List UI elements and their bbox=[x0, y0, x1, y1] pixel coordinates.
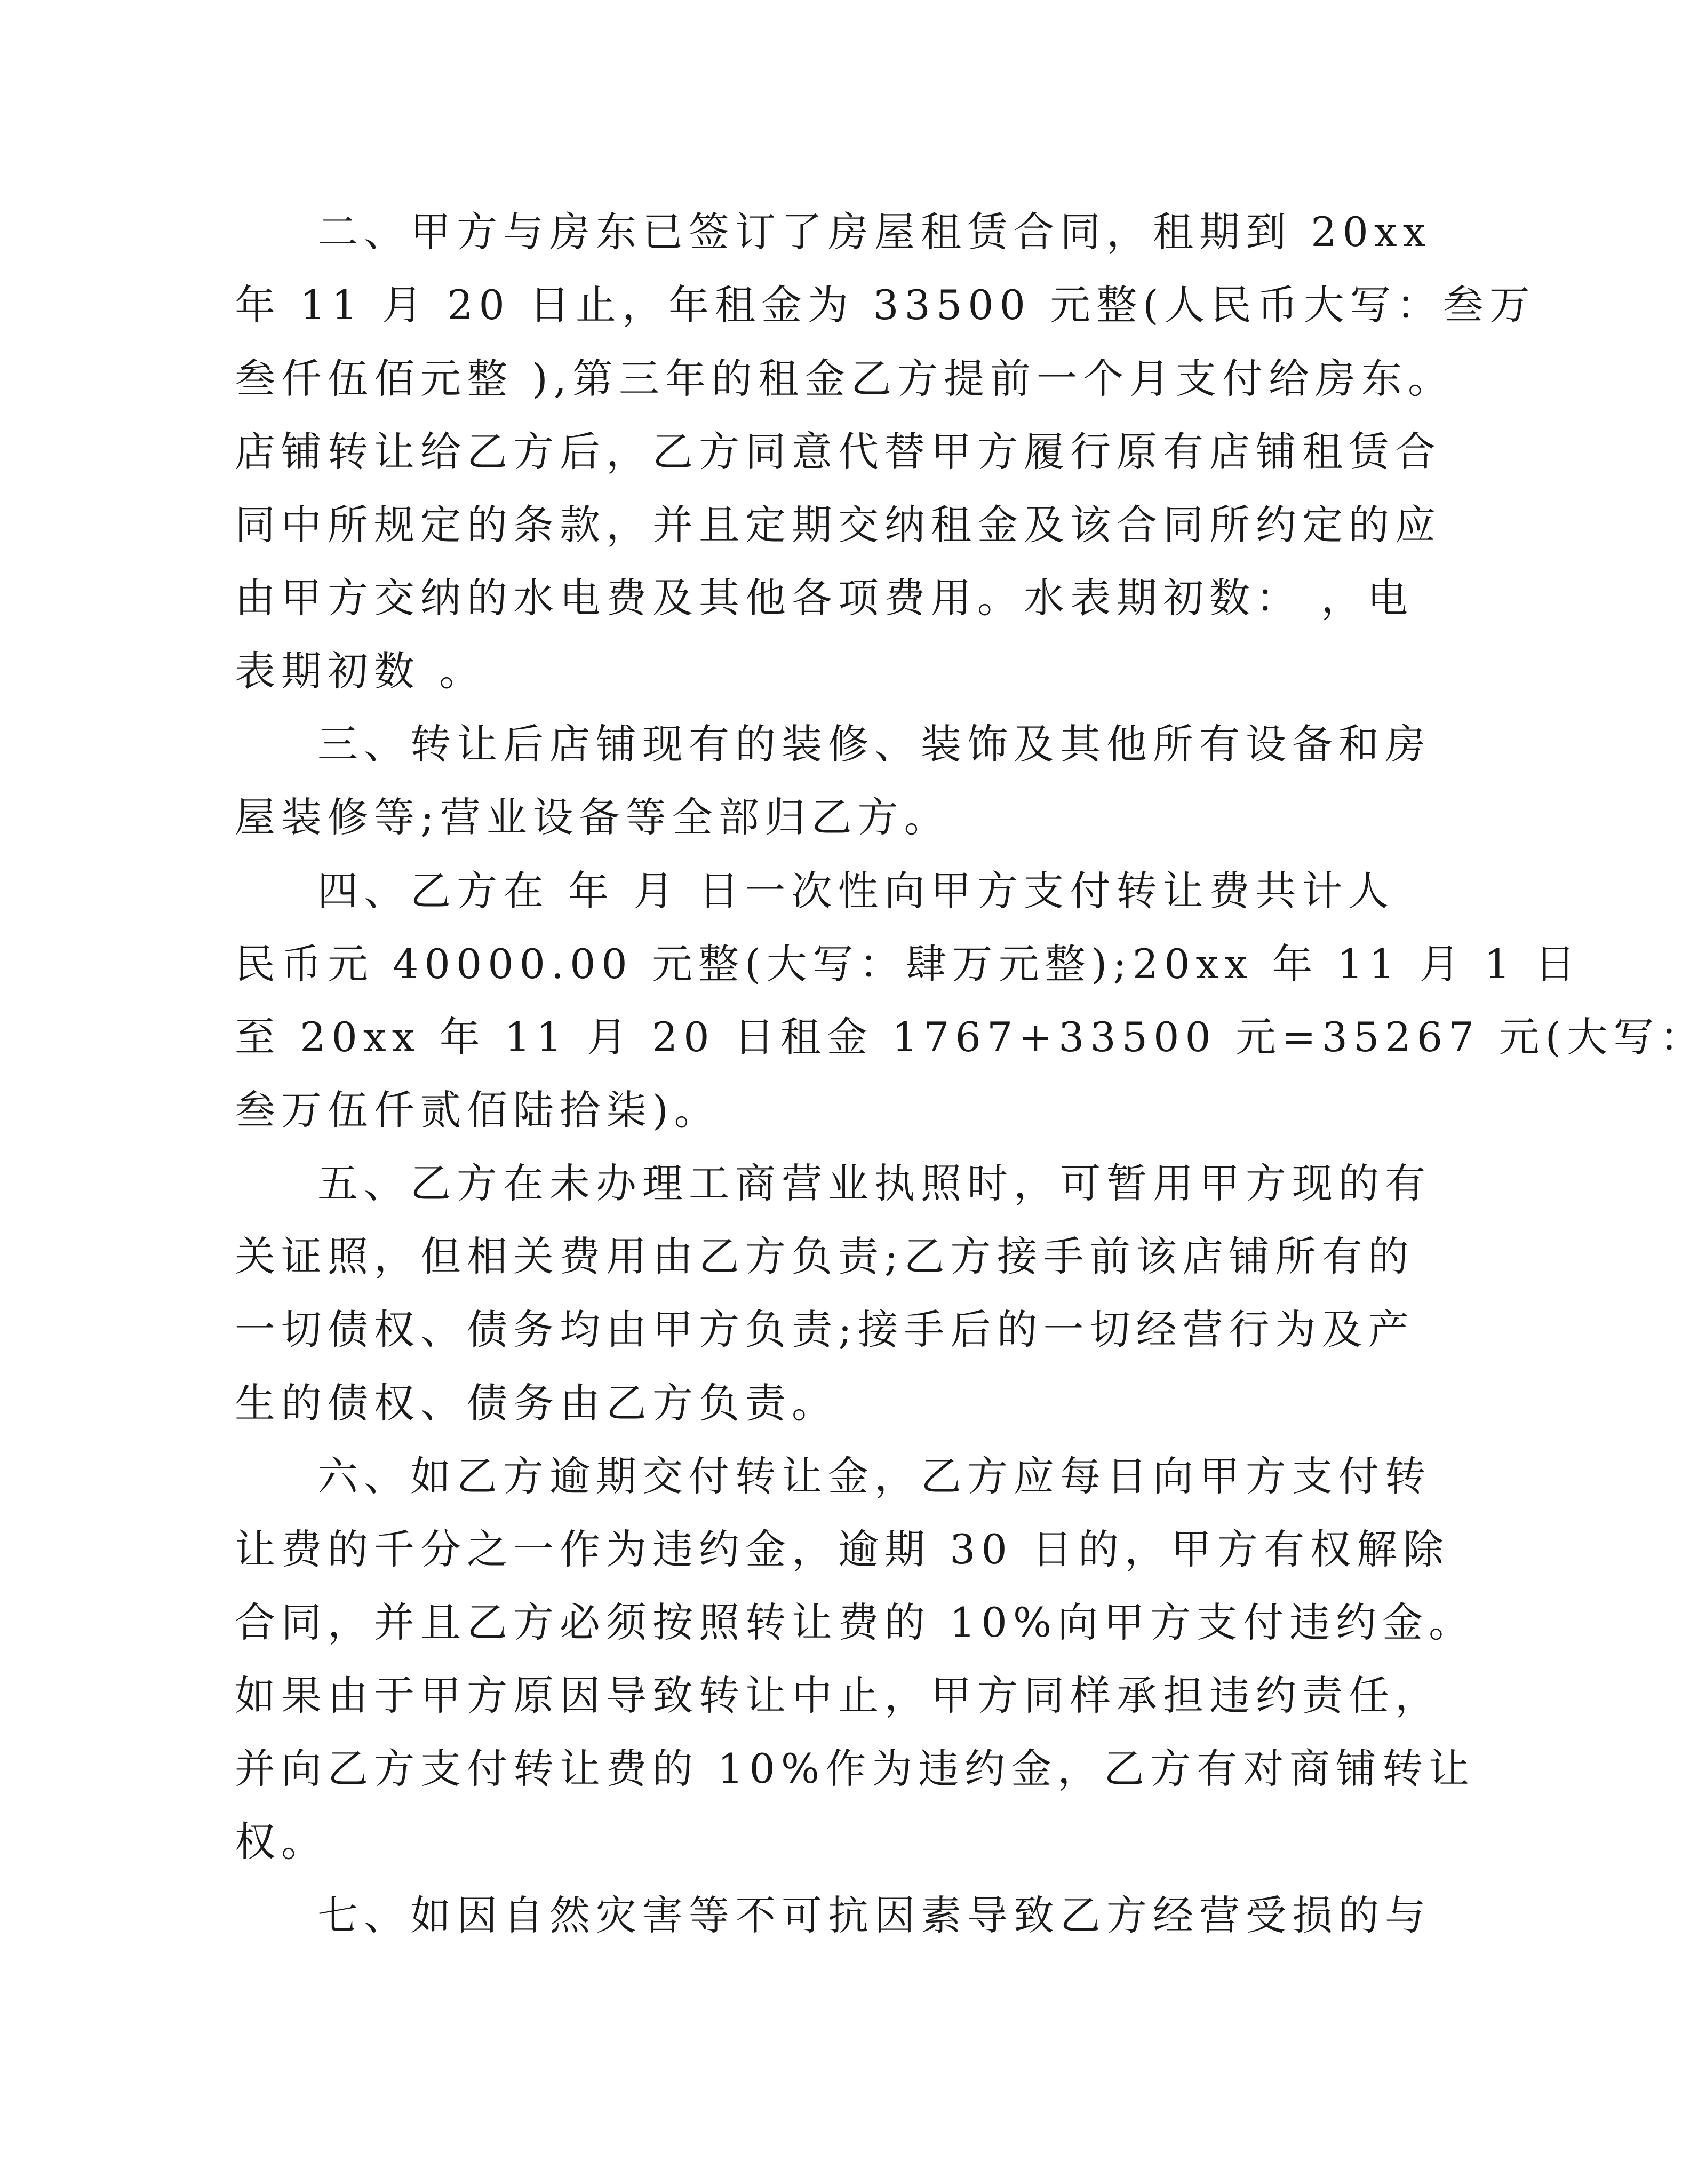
clause-6-line-2: 让费的千分之一作为违约金，逾期 30 日的，甲方有权解除 bbox=[235, 1526, 1450, 1573]
clause-2-line-5: 同中所规定的条款，并且定期交纳租金及该合同所约定的应 bbox=[235, 501, 1441, 549]
clause-2-line-3: 叁仟伍佰元整 ),第三年的租金乙方提前一个月支付给房东。 bbox=[235, 355, 1454, 402]
clause-2-line-6: 由甲方交纳的水电费及其他各项费用。水表期初数： ，电 bbox=[235, 574, 1414, 622]
clause-3-line-2: 屋装修等;营业设备等全部归乙方。 bbox=[235, 793, 951, 841]
clause-5-line-3: 一切债权、债务均由甲方负责;接手后的一切经营行为及产 bbox=[235, 1306, 1415, 1353]
clause-6-line-1: 六、如乙方逾期交付转让金，乙方应每日向甲方支付转 bbox=[317, 1452, 1431, 1500]
clause-6-line-5: 并向乙方支付转让费的 10%作为违约金，乙方有对商铺转让 bbox=[235, 1745, 1476, 1792]
clause-3-line-1: 三、转让后店铺现有的装修、装饰及其他所有设备和房 bbox=[317, 720, 1431, 768]
clause-5-line-2: 关证照，但相关费用由乙方负责;乙方接手前该店铺所有的 bbox=[235, 1233, 1415, 1280]
clause-6-line-3: 合同，并且乙方必须按照转让费的 10%向甲方支付违约金。 bbox=[235, 1599, 1476, 1646]
clause-7-line-1: 七、如因自然灾害等不可抗因素导致乙方经营受损的与 bbox=[317, 1892, 1431, 1939]
clause-5-line-4: 生的债权、债务由乙方负责。 bbox=[235, 1379, 838, 1427]
clause-2-line-2: 年 11 月 20 日止，年租金为 33500 元整(人民币大写：叁万 bbox=[235, 281, 1536, 329]
clause-4-line-2: 民币元 40000.00 元整(大写：肆万元整);20xx 年 11 月 1 日 bbox=[235, 940, 1582, 988]
clause-6-line-4: 如果由于甲方原因导致转让中止，甲方同样承担违约责任， bbox=[235, 1672, 1441, 1719]
clause-2-line-7: 表期初数 。 bbox=[235, 647, 486, 695]
clause-4-line-1: 四、乙方在 年 月 日一次性向甲方支付转让费共计人 bbox=[317, 867, 1395, 915]
clause-5-line-1: 五、乙方在未办理工商营业执照时，可暂用甲方现的有 bbox=[317, 1159, 1431, 1207]
clause-4-line-3: 至 20xx 年 11 月 20 日租金 1767+33500 元=35267 元(大写： bbox=[235, 1013, 1706, 1061]
clause-6-line-6: 权。 bbox=[235, 1818, 328, 1865]
clause-4-line-4: 叁万伍仟贰佰陆拾柒)。 bbox=[235, 1086, 721, 1134]
clause-2-line-1: 二、甲方与房东已签订了房屋租赁合同，租期到 20xx bbox=[317, 208, 1432, 256]
clause-2-line-4: 店铺转让给乙方后，乙方同意代替甲方履行原有店铺租赁合 bbox=[235, 428, 1441, 475]
